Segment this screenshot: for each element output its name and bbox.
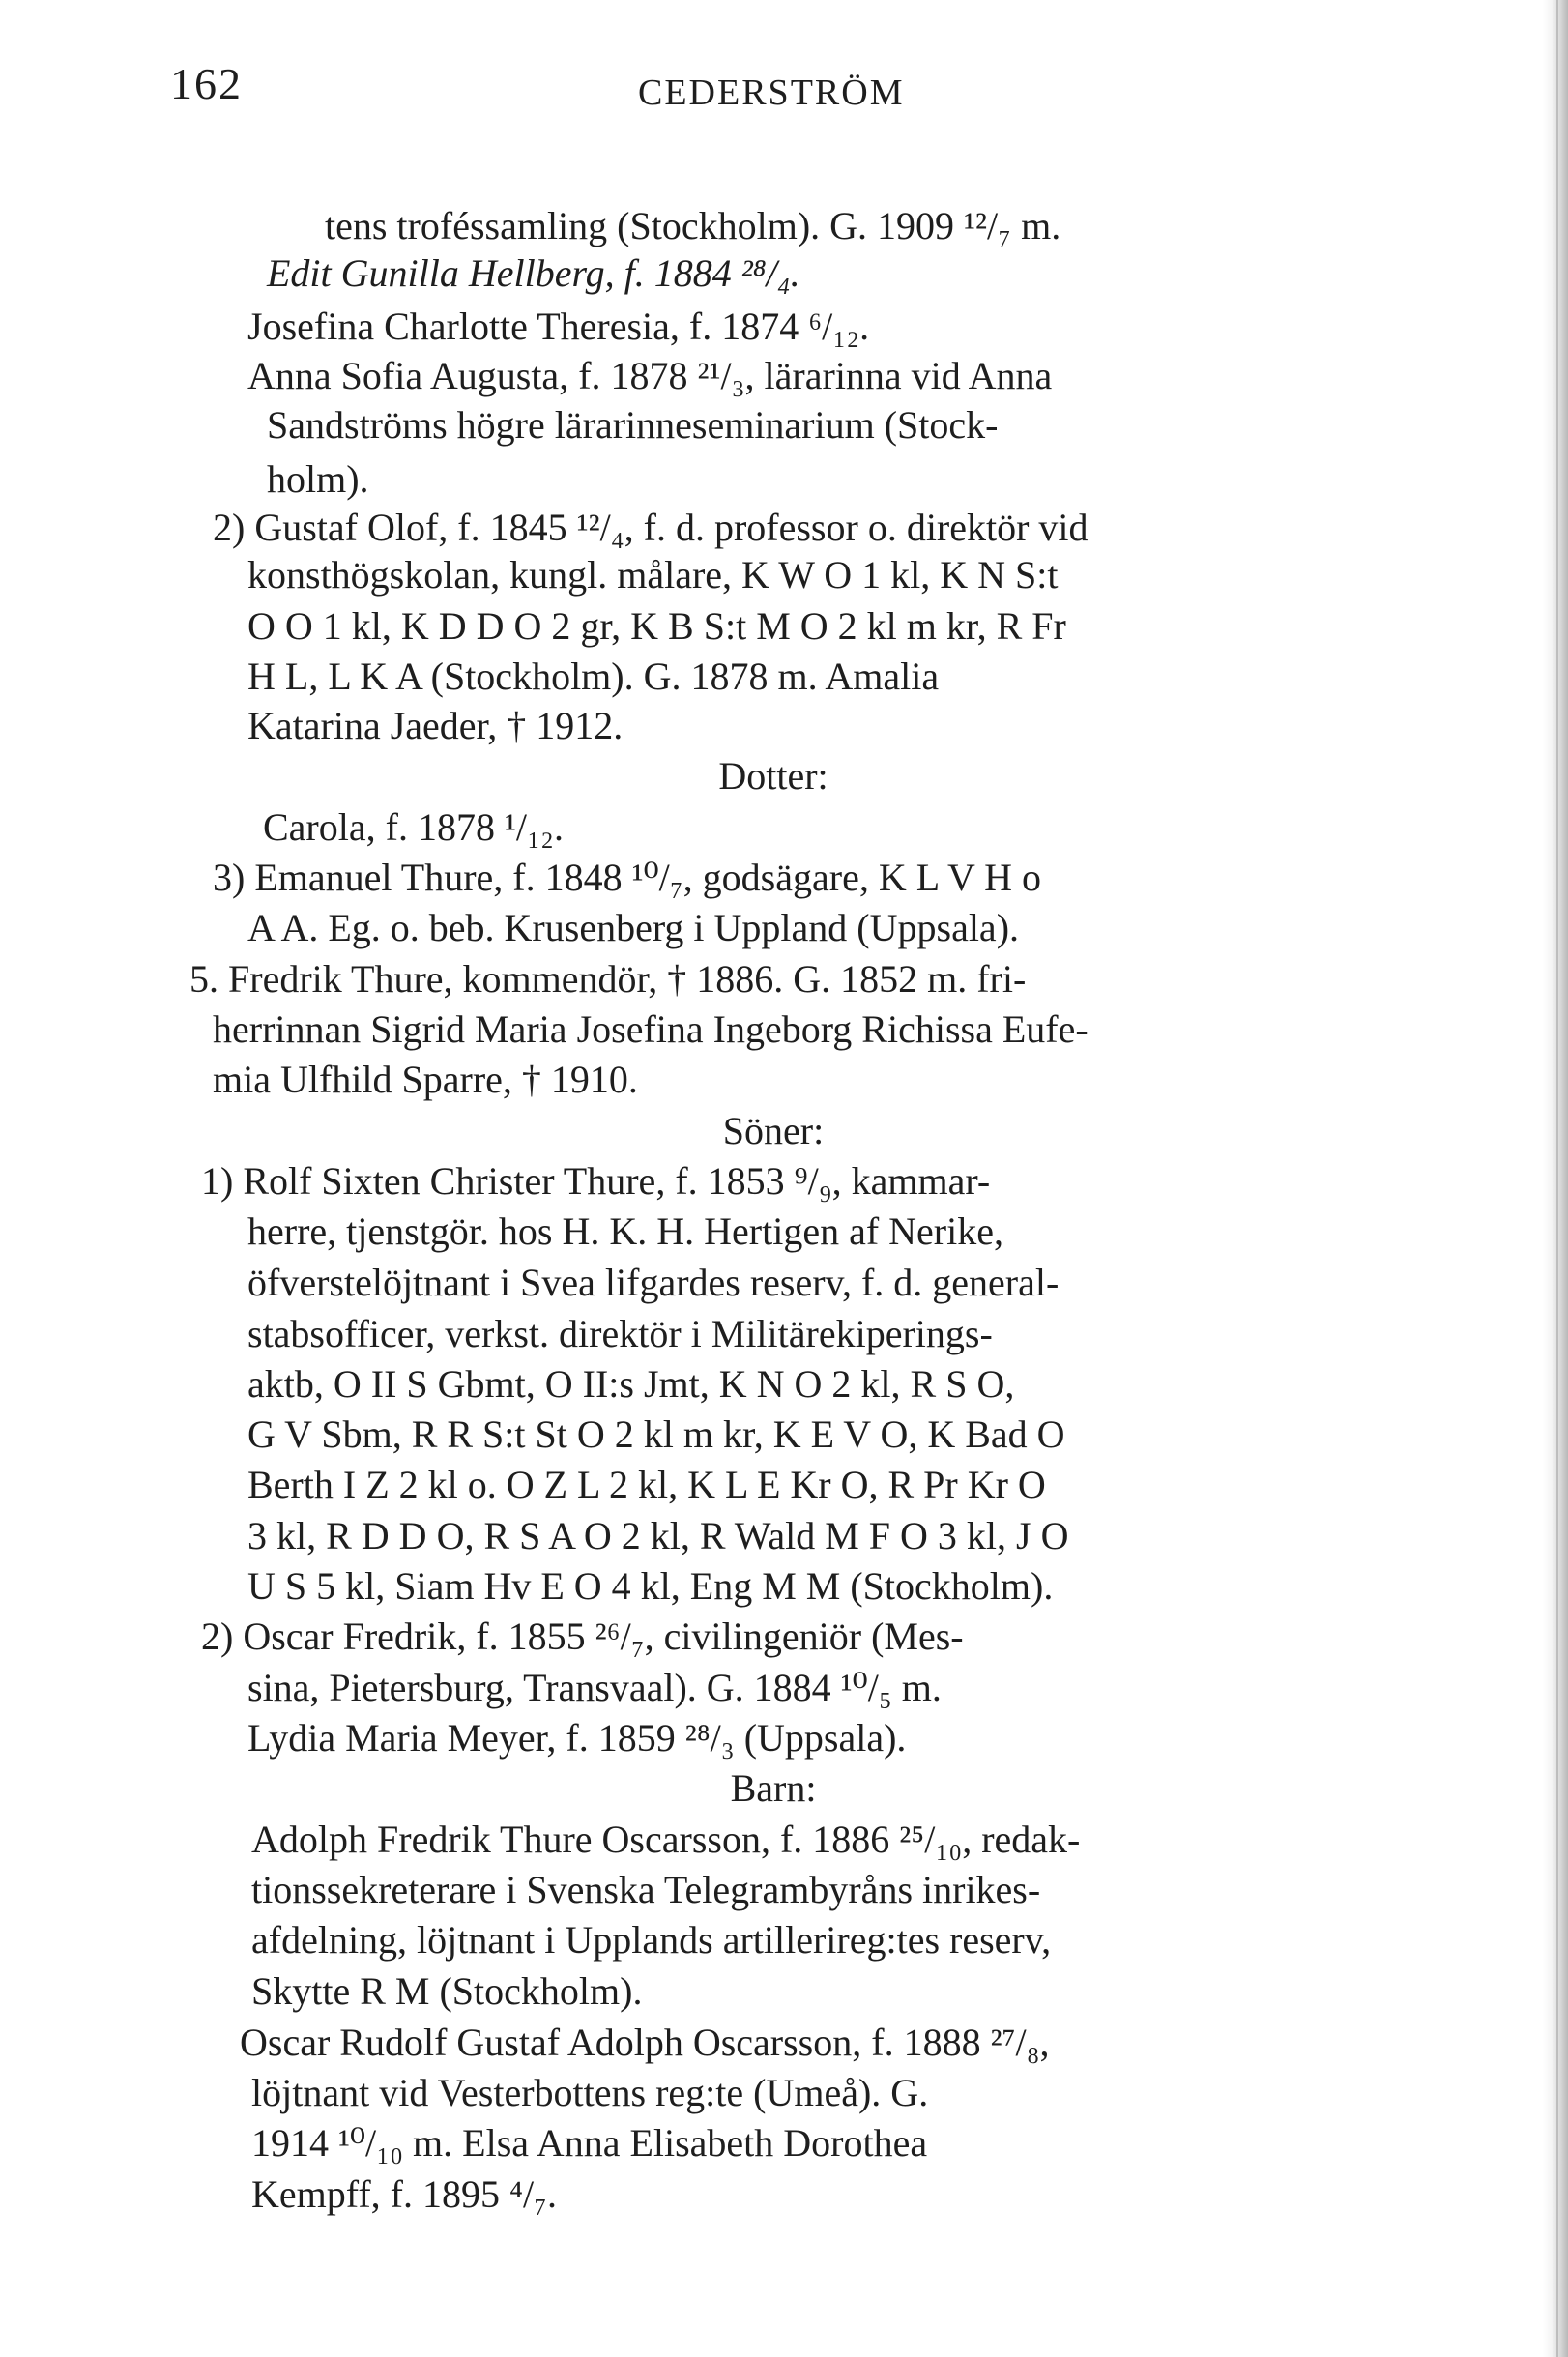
page-edge-line bbox=[1556, 0, 1558, 2357]
text-line: O O 1 kl, K D D O 2 gr, K B S:t M O 2 kl m kr, R Fr bbox=[247, 604, 1066, 648]
text-line: sina, Pietersburg, Transvaal). G. 1884 ¹⁰/₅ m. bbox=[247, 1666, 942, 1709]
text-line: tionssekreterare i Svenska Telegrambyråns inrikes- bbox=[251, 1868, 1041, 1911]
running-head: CEDERSTRÖM bbox=[638, 73, 905, 113]
text-line: Sandströms högre lärarinneseminarium (Stock- bbox=[267, 403, 999, 447]
text-line: Adolph Fredrik Thure Oscarsson, f. 1886 ²⁵/₁₀, redak- bbox=[251, 1818, 1081, 1861]
text-line: 1) Rolf Sixten Christer Thure, f. 1853 ⁹/₉, kammar- bbox=[201, 1159, 991, 1203]
text-line: Lydia Maria Meyer, f. 1859 ²⁸/₃ (Uppsala). bbox=[247, 1716, 907, 1760]
text-line: 3) Emanuel Thure, f. 1848 ¹⁰/₇, godsägare, K L V H o bbox=[213, 856, 1041, 899]
text-line: Josefina Charlotte Theresia, f. 1874 ⁶/₁₂. bbox=[247, 305, 870, 348]
text-line: löjtnant vid Vesterbottens reg:te (Umeå). G. bbox=[251, 2071, 929, 2114]
text-line: Carola, f. 1878 ¹/₁₂. bbox=[263, 805, 564, 849]
text-line: herre, tjenstgör. hos H. K. H. Hertigen af Nerike, bbox=[247, 1209, 1003, 1253]
section-heading-dotter: Dotter: bbox=[718, 754, 828, 798]
text-line: herrinnan Sigrid Maria Josefina Ingeborg Richissa Eufe- bbox=[213, 1007, 1089, 1051]
text-line: 3 kl, R D D O, R S A O 2 kl, R Wald M F O 3 kl, J O bbox=[247, 1514, 1069, 1557]
text-line: tens troféssamling (Stockholm). G. 1909 ¹²/₇ m. bbox=[325, 204, 1061, 247]
text-line: H L, L K A (Stockholm). G. 1878 m. Amalia bbox=[247, 655, 940, 698]
text-line: Anna Sofia Augusta, f. 1878 ²¹/₃, lärarinna vid Anna bbox=[247, 354, 1053, 397]
text-line: Oscar Rudolf Gustaf Adolph Oscarsson, f. 1888 ²⁷/₈, bbox=[240, 2021, 1050, 2064]
text-line: 5. Fredrik Thure, kommendör, † 1886. G. 1852 m. fri- bbox=[189, 957, 1027, 1001]
text-line: A A. Eg. o. beb. Krusenberg i Uppland (Uppsala). bbox=[247, 906, 1020, 949]
section-heading-barn: Barn: bbox=[730, 1766, 817, 1810]
text-line: 2) Gustaf Olof, f. 1845 ¹²/₄, f. d. professor o. direktör vid bbox=[213, 506, 1089, 549]
text-line: U S 5 kl, Siam Hv E O 4 kl, Eng M M (Stockholm). bbox=[247, 1564, 1054, 1608]
text-line: konsthögskolan, kungl. målare, K W O 1 kl, K N S:t bbox=[247, 553, 1059, 597]
text-line: 2) Oscar Fredrik, f. 1855 ²⁶/₇, civilingeniör (Mes- bbox=[201, 1615, 964, 1658]
text-line: Kempff, f. 1895 ⁴/₇. bbox=[251, 2172, 557, 2216]
section-heading-soner: Söner: bbox=[722, 1109, 825, 1152]
text-line: Skytte R M (Stockholm). bbox=[251, 1969, 643, 2013]
text-line: afdelning, löjtnant i Upplands artillerireg:tes reserv, bbox=[251, 1918, 1052, 1962]
text-line: mia Ulfhild Sparre, † 1910. bbox=[213, 1058, 638, 1101]
text-line: öfverstelöjtnant i Svea lifgardes reserv, f. d. general- bbox=[247, 1261, 1060, 1304]
text-line: G V Sbm, R R S:t St O 2 kl m kr, K E V O, K Bad O bbox=[247, 1412, 1065, 1456]
text-line: Edit Gunilla Hellberg, f. 1884 ²⁸/₄. bbox=[267, 251, 800, 295]
text-line: 1914 ¹⁰/₁₀ m. Elsa Anna Elisabeth Dorothea bbox=[251, 2121, 928, 2165]
text-line: stabsofficer, verkst. direktör i Militärekiperings- bbox=[247, 1312, 993, 1355]
text-line: aktb, O II S Gbmt, O II:s Jmt, K N O 2 kl, R S O, bbox=[247, 1362, 1015, 1406]
page-number: 162 bbox=[170, 59, 243, 108]
text-line: Katarina Jaeder, † 1912. bbox=[247, 704, 624, 747]
text-line: Berth I Z 2 kl o. O Z L 2 kl, K L E Kr O, R Pr Kr O bbox=[247, 1463, 1046, 1506]
text-line: holm). bbox=[267, 457, 369, 501]
